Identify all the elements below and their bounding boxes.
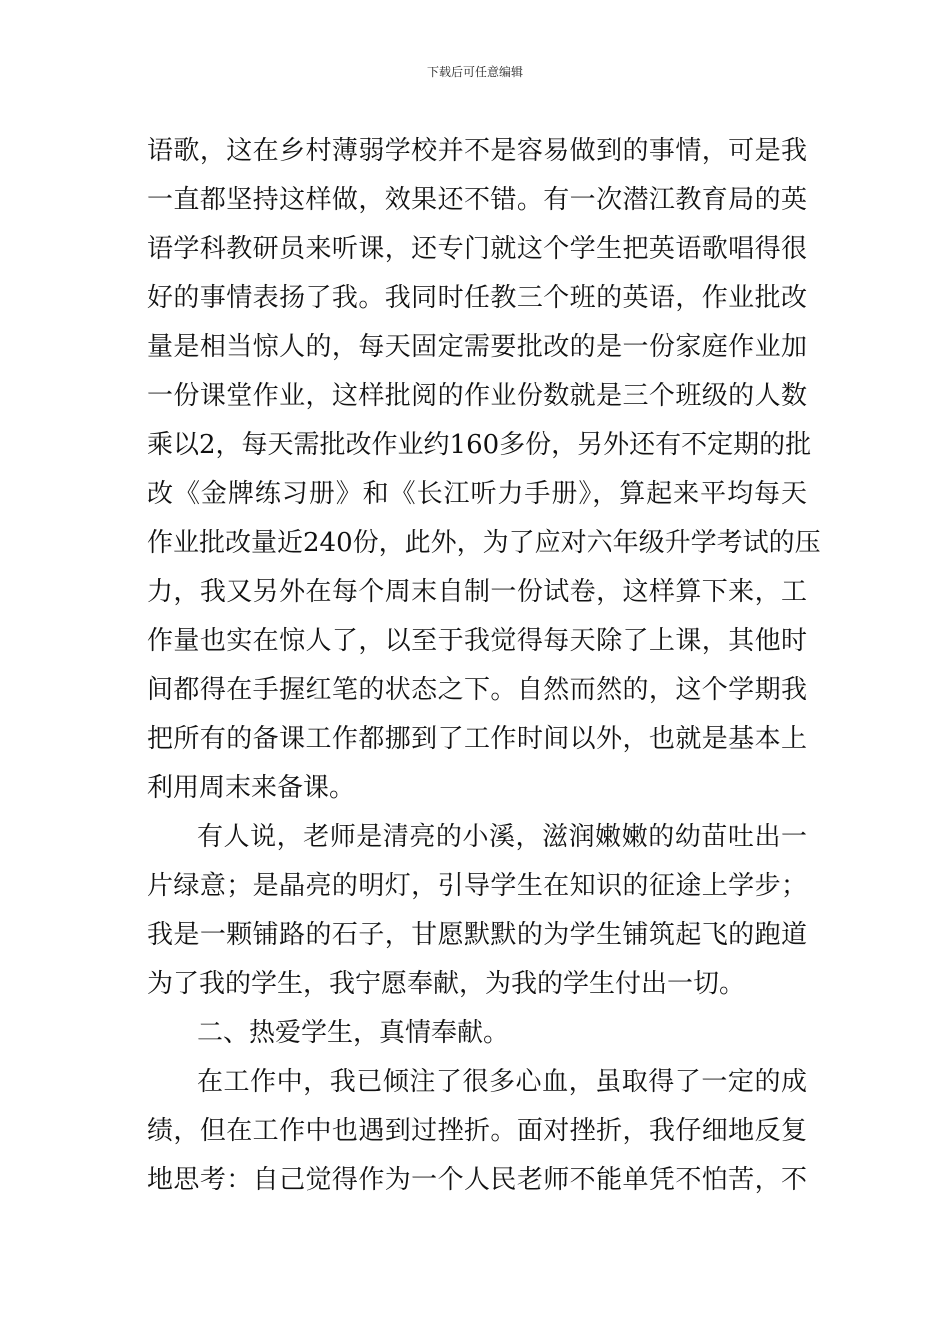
text-line: 一直都坚持这样做，效果还不错。有一次潜江教育局的英: [147, 185, 807, 215]
text-line: 量是相当惊人的，每天固定需要批改的是一份家庭作业加: [147, 332, 807, 362]
text-line: 作业批改量近240份，此外，为了应对六年级升学考试的压: [147, 528, 821, 558]
section-heading: 二、热爱学生，真情奉献。: [197, 1018, 510, 1048]
text-line: 把所有的备课工作都挪到了工作时间以外，也就是基本上: [147, 724, 807, 754]
text-line: 语学科教研员来听课，还专门就这个学生把英语歌唱得很: [147, 234, 807, 264]
text-line: 为了我的学生，我宁愿奉献，为我的学生付出一切。: [147, 969, 746, 999]
text-line: 片绿意；是晶亮的明灯，引导学生在知识的征途上学步；: [147, 871, 807, 901]
text-line: 作量也实在惊人了，以至于我觉得每天除了上课，其他时: [147, 626, 807, 656]
page-header: 下载后可任意编辑: [426, 65, 523, 79]
text-line: 改《金牌练习册》和《长江听力手册》，算起来平均每天: [147, 479, 807, 509]
text-line: 好的事情表扬了我。我同时任教三个班的英语，作业批改: [147, 283, 807, 313]
text-line: 一份课堂作业，这样批阅的作业份数就是三个班级的人数: [147, 381, 807, 411]
document-body: [147, 127, 821, 1205]
text-line: 间都得在手握红笔的状态之下。自然而然的，这个学期我: [147, 675, 807, 705]
paragraph-first-line: 有人说，老师是清亮的小溪，滋润嫩嫩的幼苗吐出一: [197, 822, 807, 852]
text-line: 地思考：自己觉得作为一个人民老师不能单凭不怕苦，不: [147, 1165, 807, 1195]
text-line: 我是一颗铺路的石子，甘愿默默的为学生铺筑起飞的跑道: [147, 920, 807, 950]
text-line: 利用周末来备课。: [147, 773, 356, 803]
paragraph-first-line: 在工作中，我已倾注了很多心血，虽取得了一定的成: [197, 1067, 807, 1097]
text-line: 乘以2，每天需批改作业约160多份，另外还有不定期的批: [147, 430, 812, 460]
text-line: 力，我又另外在每个周末自制一份试卷，这样算下来，工: [147, 577, 807, 607]
text-line: 语歌，这在乡村薄弱学校并不是容易做到的事情，可是我: [147, 136, 807, 166]
text-line: 绩，但在工作中也遇到过挫折。面对挫折，我仔细地反复: [147, 1116, 807, 1146]
